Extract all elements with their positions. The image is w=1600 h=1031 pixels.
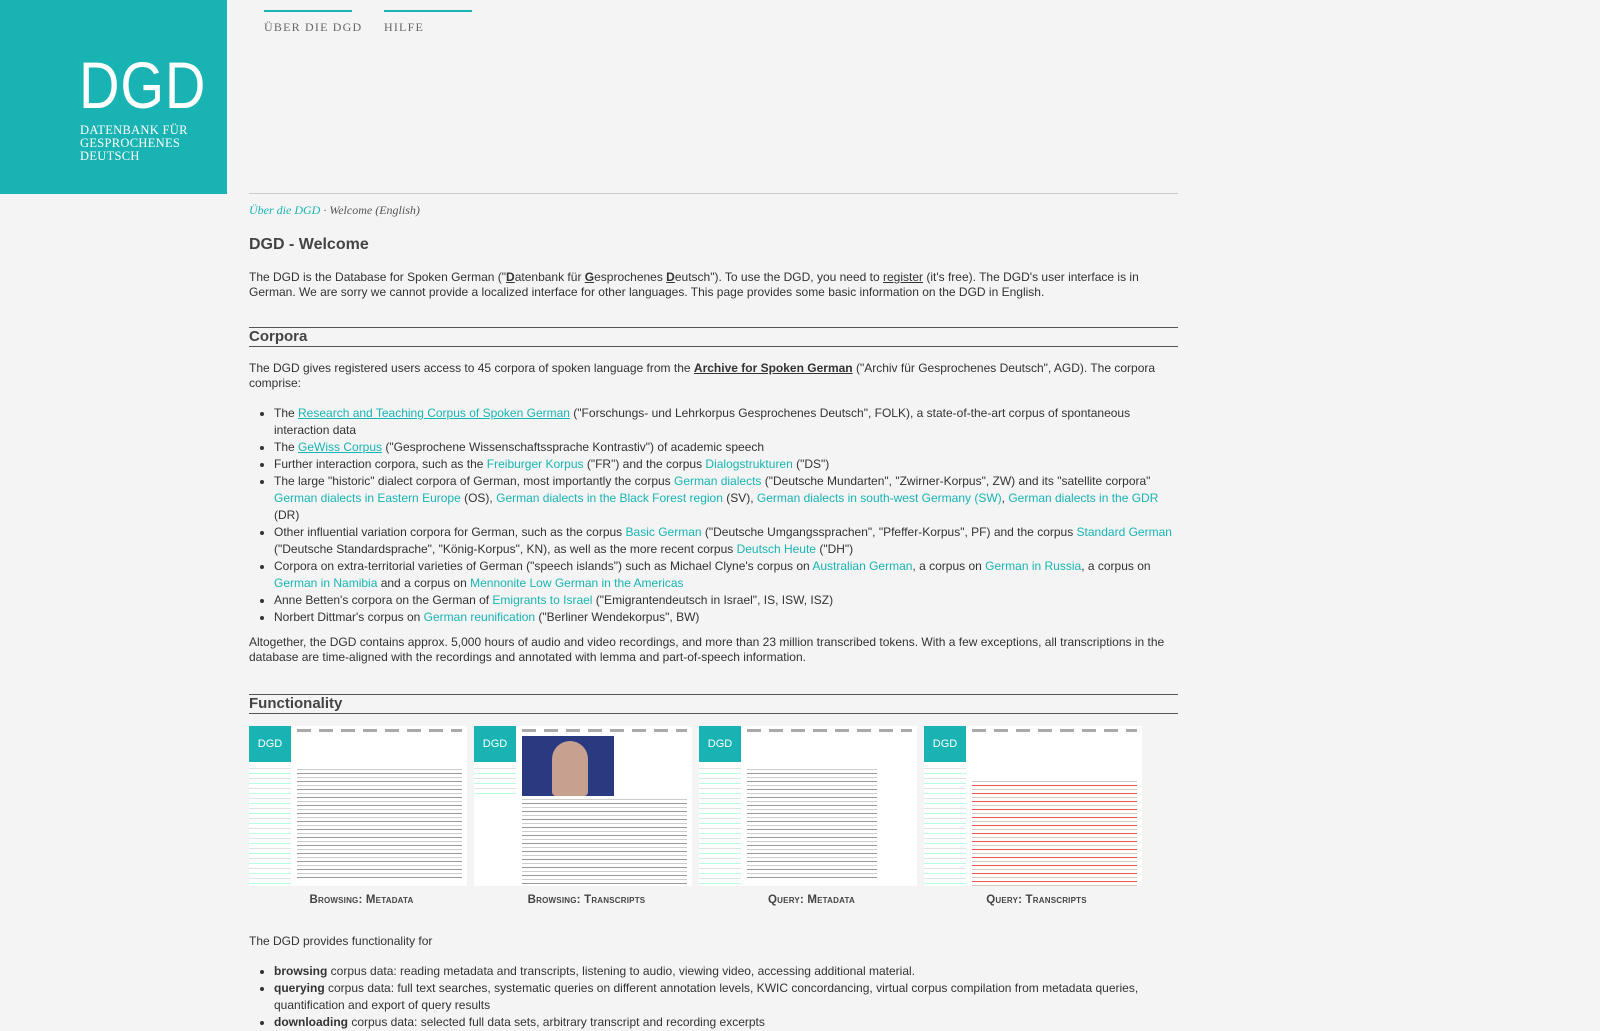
kn-link[interactable]: Standard German (1076, 525, 1172, 539)
thumb-browsing-metadata[interactable] (249, 726, 474, 906)
thumb-body (522, 796, 687, 886)
thumb-caption[interactable]: Query: Metadata (768, 894, 855, 906)
list-item (274, 980, 1178, 1014)
dgd-logo[interactable] (0, 0, 227, 194)
intro-text (249, 270, 1178, 300)
ds-link[interactable]: Dialogstrukturen (705, 457, 793, 471)
text: ("Emigrantendeutsch in Israel", IS, ISW, ISZ) (592, 593, 834, 607)
screenshot-gallery (249, 726, 1178, 906)
intro-part: atenbank für (514, 270, 585, 284)
thumb-nav (522, 729, 687, 732)
thumb-sidebar (474, 764, 516, 794)
text: (OS), (460, 491, 497, 505)
intro-initial-d2: D (666, 270, 675, 284)
breadcrumb (249, 203, 1178, 218)
nav-about[interactable]: ÜBER DIE DGD (264, 10, 352, 35)
thumb-sidebar (249, 764, 291, 886)
intro-part: The DGD is the Database for Spoken German (" (249, 270, 507, 284)
corpora-summary: Altogether, the DGD contains approx. 5,000 hours of audio and video recordings, and more than 23 million transcribed tokens. With a few exceptions, all transcriptions in the database are time-aligned with the recordings and annotated with lemma and part-of-speech information. (249, 635, 1165, 664)
breadcrumb-current: Welcome (English) (329, 203, 420, 217)
thumb-sidebar (699, 764, 741, 886)
register-link[interactable]: register (883, 270, 924, 284)
text: ("DS") (792, 457, 830, 471)
text: ("DH") (815, 542, 854, 556)
list-item (274, 963, 1178, 980)
logo-line-1: DATENBANK FÜR (80, 123, 188, 137)
section-heading-corpora: Corpora (249, 327, 1178, 347)
bw-link[interactable]: German reunification (423, 610, 536, 624)
dr-link[interactable]: German dialects in the GDR (1008, 491, 1159, 505)
term: downloading (274, 1015, 348, 1029)
list-item (274, 609, 1178, 626)
os-link[interactable]: German dialects in Eastern Europe (274, 491, 461, 505)
thumb-logo: DGD (924, 726, 966, 762)
gewiss-link[interactable]: GeWiss Corpus (298, 440, 383, 454)
list-item (274, 405, 1178, 439)
text: Anne Betten's corpora on the German of (274, 593, 493, 607)
text: ("Gesprochene Wissenschaftssprache Kontrastiv") of academic speech (382, 440, 765, 454)
section-heading-functionality: Functionality (249, 694, 1178, 714)
agd-link[interactable]: Archive for Spoken German (693, 361, 853, 375)
functionality-intro: The DGD provides functionality for (249, 934, 433, 948)
thumb-body (297, 766, 462, 881)
text: Other influential variation corpora for German, such as the corpus (274, 525, 626, 539)
thumb-logo: DGD (249, 726, 291, 762)
nav-help[interactable]: HILFE (384, 10, 472, 35)
thumb-caption[interactable]: Browsing: Metadata (309, 894, 414, 906)
text: ("Deutsche Mundarten", "Zwirner-Korpus", ZW) and its "satellite corpora" (761, 474, 1151, 488)
thumb-body (972, 778, 1137, 886)
text: The DGD gives registered users access to 45 corpora of spoken language from the (249, 361, 694, 375)
text: , a corpus on (912, 559, 986, 573)
term: querying (274, 981, 325, 995)
thumb-browsing-transcripts[interactable] (474, 726, 699, 906)
intro-part: esprochenes (594, 270, 667, 284)
intro-initial-d: D (506, 270, 515, 284)
breadcrumb-parent[interactable]: Über die DGD (249, 203, 321, 217)
logo-line-3: DEUTSCH (80, 149, 140, 163)
thumb-body (747, 766, 877, 881)
thumb-nav (972, 729, 1137, 732)
corpora-list (249, 405, 1178, 626)
text: Corpora on extra-territorial varieties of German ("speech islands") such as Michael Clyne's corpus on (274, 559, 813, 573)
logo-mark: DGD (79, 48, 207, 122)
thumb-video-still (522, 736, 614, 796)
thumb-caption[interactable]: Browsing: Transcripts (527, 894, 646, 906)
sv-link[interactable]: German dialects in the Black Forest region (496, 491, 723, 505)
text: ("Forschungs- und Lehrkorpus Gesprochenes Deutsch", FOLK), a state-of-the-art corpus of spontaneous interaction data (274, 406, 1131, 437)
is-link[interactable]: Emigrants to Israel (492, 593, 593, 607)
thumb-query-transcripts[interactable] (924, 726, 1149, 906)
text: (SV), (722, 491, 757, 505)
thumb-nav (747, 729, 912, 732)
text: , a corpus on (1081, 559, 1151, 573)
intro-initial-g: G (584, 270, 595, 284)
text: corpus data: reading metadata and transcripts, listening to audio, viewing video, accessing additional material. (327, 964, 916, 978)
text: The large "historic" dialect corpora of German, most importantly the corpus (274, 474, 675, 488)
text: and a corpus on (377, 576, 471, 590)
thumb-query-metadata[interactable] (699, 726, 924, 906)
na-link[interactable]: German in Namibia (274, 576, 378, 590)
list-item (274, 473, 1178, 524)
text: The (274, 406, 299, 420)
sw-link[interactable]: German dialects in south-west Germany (SW) (756, 491, 1002, 505)
list-item (274, 1014, 1178, 1031)
text: ("FR") and the corpus (583, 457, 706, 471)
text: ("Deutsche Umgangssprachen", "Pfeffer-Korpus", PF) and the corpus (701, 525, 1077, 539)
screenshot-image[interactable] (924, 726, 1142, 886)
text: ("Deutsche Standardsprache", "König-Korpus", KN), as well as the more recent corpus (274, 542, 737, 556)
fr-link[interactable]: Freiburger Korpus (486, 457, 584, 471)
logo-subtitle (80, 124, 188, 163)
list-item (274, 592, 1178, 609)
mn-link[interactable]: Mennonite Low German in the Americas (470, 576, 684, 590)
term: browsing (274, 964, 328, 978)
thumb-nav (297, 729, 462, 732)
list-item (274, 439, 1178, 456)
text: ("Archiv für Gesprochenes Deutsch", AGD). The corpora comprise: (249, 361, 1156, 390)
functionality-list (249, 963, 1178, 1031)
logo-line-2: GESPROCHENES (80, 136, 181, 150)
screenshot-image[interactable] (474, 726, 692, 886)
page-title: DGD - Welcome (249, 236, 369, 253)
main-content (249, 193, 1178, 1031)
pf-link[interactable]: Basic German (625, 525, 702, 539)
text: , (1001, 491, 1009, 505)
thumb-logo: DGD (699, 726, 741, 762)
breadcrumb-separator: · (320, 203, 330, 217)
list-item (274, 558, 1178, 592)
folk-link[interactable]: Research and Teaching Corpus of Spoken German (298, 406, 570, 420)
thumb-sidebar (924, 764, 966, 886)
ad-link[interactable]: Australian German (812, 559, 913, 573)
thumb-logo: DGD (474, 726, 516, 762)
text: Further interaction corpora, such as the (274, 457, 487, 471)
text: corpus data: selected full data sets, arbitrary transcript and recording excerpts (348, 1015, 765, 1029)
intro-part: eutsch"). To use the DGD, you need to (674, 270, 883, 284)
list-item (274, 524, 1178, 558)
dh-link[interactable]: Deutsch Heute (736, 542, 816, 556)
text: corpus data: full text searches, systematic queries on different annotation levels, KWIC concordancing, virtual corpus compilation from metadata queries, quantification and export of query results (274, 981, 1139, 1012)
zw-link[interactable]: German dialects (674, 474, 762, 488)
text: ("Berliner Wendekorpus", BW) (535, 610, 700, 624)
thumb-caption[interactable]: Query: Transcripts (986, 894, 1087, 906)
intro-part: (it's free). The DGD's user interface is in German. We are sorry we cannot provide a localized interface for other languages. This page provides some basic information on the DGD in English. (249, 270, 1139, 299)
text: (DR) (274, 508, 300, 522)
ru-link[interactable]: German in Russia (985, 559, 1082, 573)
screenshot-image[interactable] (699, 726, 917, 886)
corpora-intro (249, 361, 1178, 391)
text: The (274, 440, 299, 454)
list-item (274, 456, 1178, 473)
text: Norbert Dittmar's corpus on (274, 610, 424, 624)
screenshot-image[interactable] (249, 726, 467, 886)
